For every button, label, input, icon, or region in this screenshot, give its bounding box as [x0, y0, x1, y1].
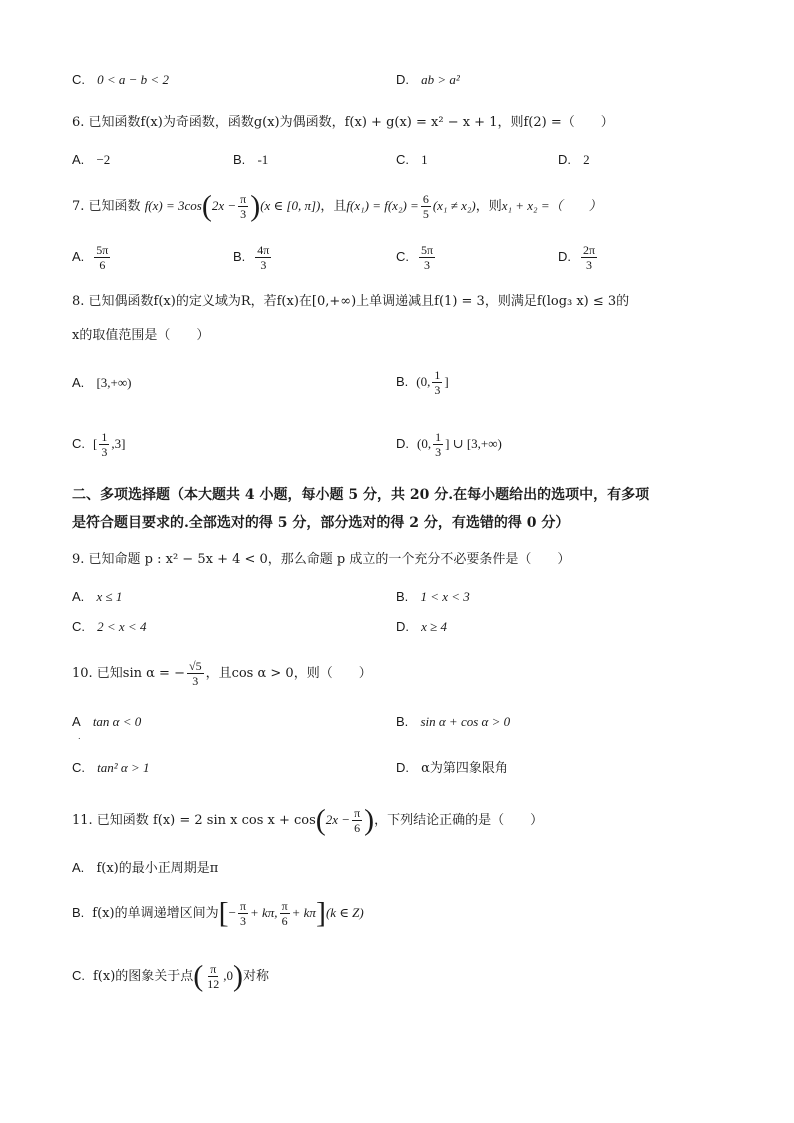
- q7-equation: f(x₁) = f(x₂) =: [346, 198, 419, 213]
- frac-den: 3: [101, 445, 108, 459]
- option-text: [: [93, 436, 98, 451]
- option-text: -1: [257, 152, 269, 167]
- q11-pi-over-6: [352, 806, 362, 835]
- frac-num: 1: [435, 430, 442, 444]
- frac-num: 5π: [96, 243, 109, 257]
- option-label: D.: [396, 760, 409, 775]
- q10-stem-text: 10. 已知sin α = −: [72, 666, 185, 681]
- q9-option-c[interactable]: [72, 617, 146, 638]
- frac-den: 5: [422, 207, 429, 221]
- frac-num: π: [240, 192, 247, 206]
- q7-stem-text: 7. 已知函数: [72, 199, 141, 214]
- q7-stem-text: ，则: [475, 199, 502, 214]
- option-text: (0,: [416, 374, 431, 389]
- frac-num: 2π: [583, 243, 596, 257]
- option-text: α为第四象限角: [421, 761, 508, 776]
- frac-num: 5π: [421, 243, 434, 257]
- option-label: A.: [72, 375, 85, 390]
- frac-den: 3: [260, 258, 267, 272]
- option-text: tan² α > 1: [97, 760, 150, 775]
- frac-num: 4π: [257, 243, 270, 257]
- q7-option-a[interactable]: [72, 240, 112, 275]
- option-label: C.: [396, 249, 409, 264]
- frac-num: √5: [188, 659, 202, 673]
- option-label: B.: [396, 374, 409, 389]
- option-fraction: [280, 899, 290, 928]
- option-fraction: [419, 243, 435, 272]
- q5-option-c[interactable]: [72, 70, 169, 91]
- option-label: D.: [396, 619, 409, 634]
- option-label: A.: [72, 152, 85, 167]
- q7-option-c[interactable]: [396, 240, 437, 275]
- frac-den: 3: [586, 258, 593, 272]
- q10-option-a[interactable]: [72, 712, 141, 733]
- frac-num: π: [210, 962, 217, 976]
- option-text: 2 < x < 4: [97, 619, 147, 634]
- q11-stem-text: ，下列结论正确的是（ ）: [374, 813, 544, 828]
- q10-fraction: [187, 659, 204, 688]
- frac-den: 3: [424, 258, 431, 272]
- q10-stem: [72, 656, 372, 692]
- option-text: 1: [421, 152, 428, 167]
- q7-condition: (x₁ ≠ x₂): [432, 198, 476, 213]
- paren-open: (: [193, 959, 204, 993]
- option-fraction: [205, 962, 221, 991]
- paren-open: (: [201, 189, 212, 223]
- frac-num: 6: [422, 192, 429, 206]
- frac-den: 6: [99, 258, 106, 272]
- q10-option-d[interactable]: [396, 758, 508, 779]
- option-fraction: [432, 368, 442, 397]
- q9-option-b[interactable]: [396, 587, 470, 608]
- frac-num: 1: [434, 368, 441, 382]
- option-label: B.: [233, 152, 246, 167]
- q7-stem: [72, 189, 602, 224]
- q11-arg: 2x −: [325, 812, 351, 827]
- option-text: f(x)的单调递增区间为: [92, 906, 219, 921]
- option-label: A.: [72, 249, 85, 264]
- option-label: D.: [558, 152, 571, 167]
- frac-num: π: [354, 806, 361, 820]
- option-label: D.: [558, 249, 571, 264]
- option-text: 对称: [243, 969, 270, 984]
- option-text: ]: [444, 374, 449, 389]
- option-label: C.: [72, 760, 85, 775]
- paren-open: (: [315, 803, 326, 837]
- option-label: A.: [72, 860, 85, 875]
- q7-domain: (x ∈ [0, π]): [260, 198, 321, 213]
- q10-option-b[interactable]: [396, 712, 510, 733]
- option-label: C.: [72, 968, 85, 983]
- option-text: [3,+∞): [96, 375, 132, 390]
- option-text: 1 < x < 3: [420, 589, 470, 604]
- frac-num: 1: [101, 430, 108, 444]
- option-label: B.: [396, 589, 409, 604]
- q7-option-d[interactable]: [558, 240, 599, 275]
- q11-stem: [72, 802, 543, 839]
- option-label: B.: [396, 714, 409, 729]
- frac-num: π: [281, 899, 288, 913]
- q10-option-c[interactable]: [72, 758, 150, 779]
- option-fraction: [255, 243, 271, 272]
- q7-stem-text: ，且: [320, 199, 347, 214]
- option-label: A: [72, 714, 81, 729]
- option-text: ab > a²: [421, 72, 460, 87]
- paren-close: ): [250, 189, 261, 223]
- option-fraction: [581, 243, 597, 272]
- bracket-open: [: [218, 896, 229, 930]
- stray-dot: .: [78, 732, 81, 741]
- q6-stem: 6. 已知函数f(x)为奇函数，函数g(x)为偶函数，f(x) + g(x) = x² − x + 1，则f(2) =（ ）: [72, 115, 614, 130]
- option-label: B.: [233, 249, 246, 264]
- option-label: B.: [72, 905, 85, 920]
- option-text: + kπ,: [250, 905, 278, 920]
- option-text: f(x)的最小正周期是π: [96, 861, 219, 876]
- option-text: 0 < a − b < 2: [97, 72, 169, 87]
- option-text: (0,: [417, 436, 432, 451]
- option-fraction: [238, 899, 248, 928]
- q9-stem: 9. 已知命题 p : x² − 5x + 4 < 0，那么命题 p 成立的一个充分不必要条件是（ ）: [72, 552, 571, 567]
- frac-den: 3: [192, 674, 199, 688]
- frac-num: π: [239, 899, 246, 913]
- frac-den: 3: [435, 445, 442, 459]
- section-2-heading-line2: 是符合题目要求的.全部选对的得 5 分，部分选对的得 2 分，有选错的得 0 分）: [72, 515, 570, 531]
- frac-den: 3: [434, 383, 441, 397]
- q9-option-d[interactable]: [396, 617, 447, 638]
- option-label: D.: [396, 72, 409, 87]
- q7-pi-over-3: [238, 192, 248, 221]
- option-text: −: [228, 905, 236, 920]
- q11-option-b[interactable]: [72, 895, 364, 932]
- q6-option-b[interactable]: [233, 150, 268, 171]
- option-label: C.: [72, 72, 85, 87]
- q11-option-c[interactable]: [72, 958, 269, 995]
- frac-den: 12: [207, 977, 220, 991]
- option-fraction: [94, 243, 110, 272]
- section-2-heading-line1: 二、多项选择题（本大题共 4 小题，每小题 5 分，共 20 分.在每小题给出的选项中，有多项: [72, 487, 650, 503]
- option-label: D.: [396, 436, 409, 451]
- option-text: ,0: [223, 968, 234, 983]
- option-text: sin α + cos α > 0: [420, 714, 511, 729]
- option-text: −2: [96, 152, 111, 167]
- q8-option-b[interactable]: [396, 365, 449, 400]
- paren-close: ): [364, 803, 375, 837]
- q6-option-c[interactable]: [396, 150, 428, 171]
- option-fraction: [433, 430, 443, 459]
- option-text: ,3]: [111, 436, 126, 451]
- q8-stem-line1: 8. 已知偶函数f(x)的定义域为R，若f(x)在[0,+∞)上单调递减且f(1) = 3，则满足f(log₃ x) ≤ 3的: [72, 294, 630, 309]
- option-text: + kπ: [291, 905, 316, 920]
- q8-stem-line2: x的取值范围是（ ）: [72, 328, 210, 343]
- option-text: ] ∪ [3,+∞): [445, 436, 502, 451]
- frac-den: 3: [239, 914, 246, 928]
- option-label: C.: [72, 619, 85, 634]
- frac-den: 6: [354, 821, 361, 835]
- option-text: 2: [583, 152, 590, 167]
- option-text: x ≤ 1: [96, 589, 123, 604]
- q5-option-d[interactable]: [396, 70, 460, 91]
- q7-six-fifths: [421, 192, 431, 221]
- bracket-close: ]: [315, 896, 326, 930]
- q7-sum: x₁ + x₂ =（ ）: [501, 198, 602, 213]
- option-text: f(x)的图象关于点: [93, 969, 194, 984]
- q7-arg: 2x −: [211, 198, 237, 213]
- q7-function: f(x) = 3cos: [144, 198, 202, 213]
- q6-option-d[interactable]: [558, 150, 590, 171]
- q8-option-a[interactable]: [72, 373, 131, 394]
- frac-den: 6: [281, 914, 288, 928]
- q7-option-b[interactable]: [233, 240, 273, 275]
- q11-option-a[interactable]: [72, 858, 218, 879]
- q9-option-a[interactable]: [72, 587, 122, 608]
- q8-option-c[interactable]: [72, 427, 125, 462]
- option-label: C.: [72, 436, 85, 451]
- option-label: A.: [72, 589, 85, 604]
- q11-stem-text: 11. 已知函数 f(x) = 2 sin x cos x + cos: [72, 813, 316, 828]
- frac-den: 3: [240, 207, 247, 221]
- option-fraction: [99, 430, 109, 459]
- q6-option-a[interactable]: [72, 150, 110, 171]
- option-text: x ≥ 4: [421, 619, 448, 634]
- option-label: C.: [396, 152, 409, 167]
- paren-close: ): [233, 959, 244, 993]
- q10-stem-text: ，且cos α > 0，则（ ）: [205, 666, 372, 681]
- q8-option-d[interactable]: [396, 427, 502, 462]
- option-text: (k ∈ Z): [325, 905, 364, 920]
- option-text: tan α < 0: [92, 714, 142, 729]
